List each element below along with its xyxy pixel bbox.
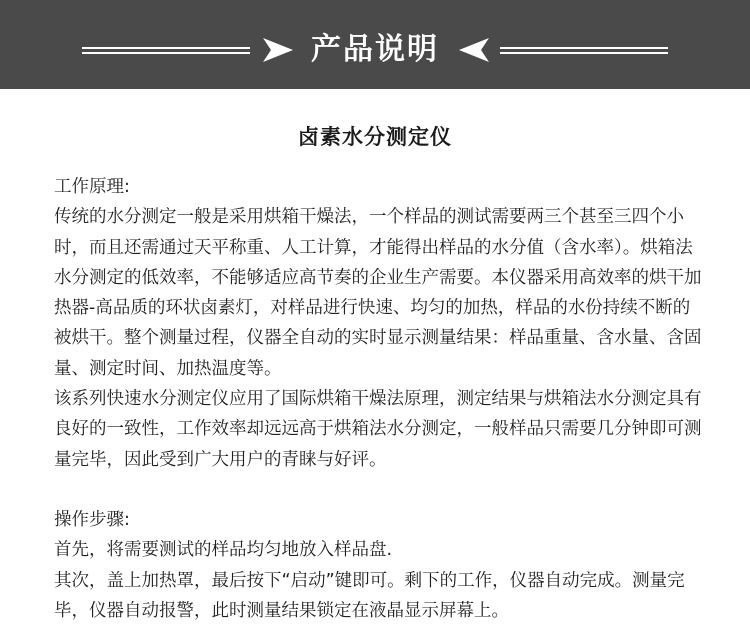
document-title: 卤素水分测定仪 [298, 125, 452, 149]
principle-heading: 工作原理: [54, 177, 130, 197]
steps-heading: 操作步骤: [54, 509, 130, 530]
step-item: 其次，盖上加热罩，最后按下“启动”键即可。剩下的工作，仪器自动完成。测量完毕，仪器自动报警，此时测量结果锁定在液晶显示屏幕上。 [54, 570, 685, 621]
principle-paragraph: 该系列快速水分测定仪应用了国际烘箱干燥法原理，测定结果与烘箱法水分测定具有良好的一致性，工作效率却远远高于烘箱法水分测定，一般样品只需要几分钟即可测量完毕，因此受到广大用户的青睐与好评。 [54, 389, 702, 470]
banner-decor-line-left [82, 47, 250, 54]
banner-decor-line-right [500, 47, 668, 54]
section-spacer [54, 475, 704, 505]
arrow-right-icon [263, 38, 293, 62]
step-item: 首先，将需要测试的样品均匀地放入样品盘. [54, 540, 393, 561]
banner-title: 产品说明 [311, 32, 439, 67]
document-body [54, 172, 704, 626]
arrow-left-icon [459, 38, 489, 62]
section-banner [0, 0, 750, 89]
principle-paragraph: 传统的水分测定一般是采用烘箱干燥法，一个样品的测试需要两三个甚至三四个小时，而且还需通过天平称重、人工计算，才能得出样品的水分值（含水率）。烘箱法水分测定的低效率，不能够适应高节奏的企业生产需要。本仪器采用高效率的烘干加热器-高品质的环状卤素灯，对样品进行快速、均匀的加热，样品的水份持续不断的被烘干。整个测量过程，仪器全自动的实时显示测量结果：样品重量、含水量、含固量、测定时间、加热温度等。 [54, 207, 702, 379]
